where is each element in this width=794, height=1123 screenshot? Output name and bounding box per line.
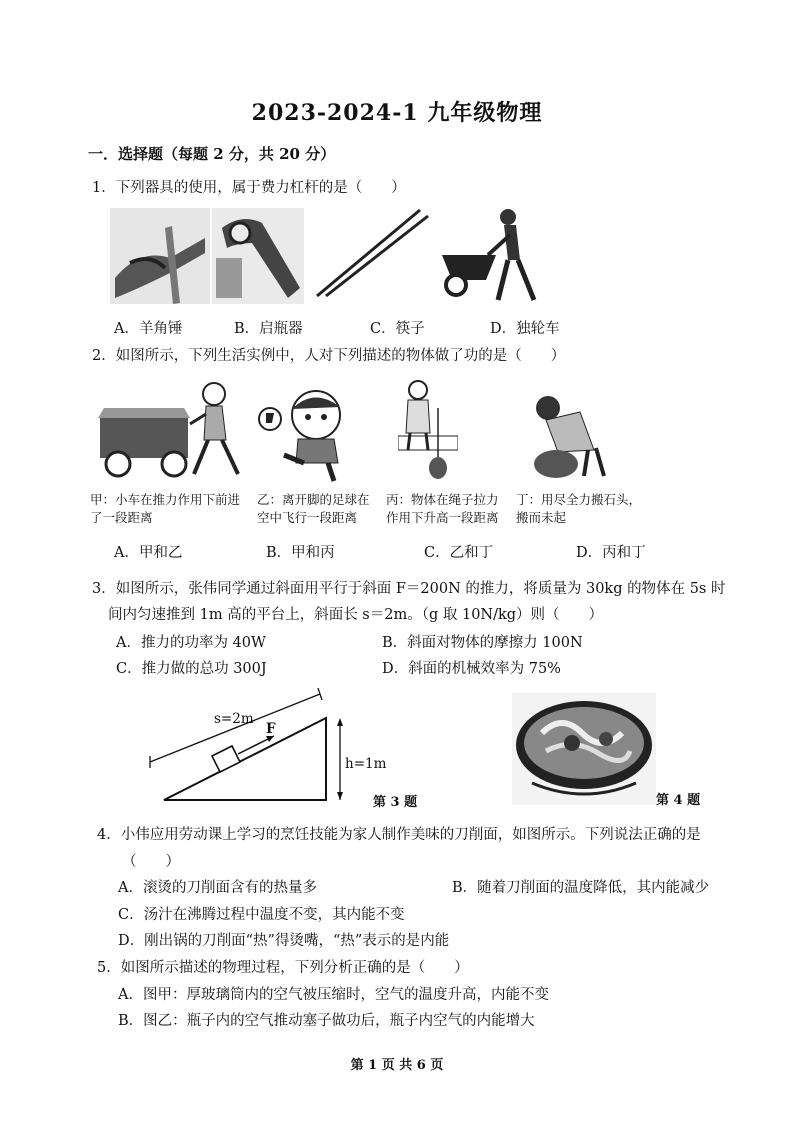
figure-4-label: 第 4 题 xyxy=(656,793,701,808)
wheelbarrow-image xyxy=(438,205,550,303)
bottle-opener-image xyxy=(212,208,304,304)
q2-option-b: B．甲和丙 xyxy=(266,545,335,561)
question-3-stem-line1: 3．如图所示，张伟同学通过斜面用平行于斜面 F＝200N 的推力，将质量为 30kg 的物体在 5s 时 xyxy=(92,581,726,597)
q3-option-d: D．斜面的机械效率为 75% xyxy=(382,661,561,677)
lifting-stone-image xyxy=(518,390,610,482)
q4-option-a: A．滚烫的刀削面含有的热量多 xyxy=(118,880,317,896)
incline-length-label: s=2m xyxy=(214,711,254,727)
lifting-rope-image xyxy=(398,378,458,480)
q4-option-c: C．汤汁在沸腾过程中温度不变，其内能不变 xyxy=(118,907,405,923)
q2-caption-bing: 丙：物体在绳子拉力作用下升高一段距离 xyxy=(386,492,499,525)
question-4-stem-line1: 4．小伟应用劳动课上学习的烹饪技能为家人制作美味的刀削面，如图所示。下列说法正确的是 xyxy=(97,827,701,843)
page-footer: 第 1 页 共 6 页 xyxy=(350,1058,444,1073)
page-title: 2023-2024-1 九年级物理 xyxy=(251,100,543,126)
noodle-bowl-image xyxy=(512,693,656,805)
q3-option-a: A．推力的功率为 40W xyxy=(116,635,266,651)
q3-option-b: B．斜面对物体的摩擦力 100N xyxy=(382,635,583,651)
q4-option-b: B．随着刀削面的温度降低，其内能减少 xyxy=(452,880,710,896)
q3-option-c: C．推力做的总功 300J xyxy=(116,661,267,677)
q5-option-b: B．图乙：瓶子内的空气推动塞子做功后，瓶子内空气的内能增大 xyxy=(118,1013,535,1029)
q2-caption-yi: 乙：离开脚的足球在空中飞行一段距离 xyxy=(257,492,370,525)
question-2-stem: 2．如图所示，下列生活实例中，人对下列描述的物体做了功的是（ ） xyxy=(92,348,566,364)
q1-option-d: D．独轮车 xyxy=(490,321,560,337)
claw-hammer-image xyxy=(110,208,210,304)
soccer-boy-image xyxy=(254,385,354,483)
question-1-stem: 1．下列器具的使用，属于费力杠杆的是（ ） xyxy=(92,180,406,196)
question-3-stem-line2: 间内匀速推到 1m 高的平台上，斜面长 s＝2m。（g 取 10N/kg）则（ ） xyxy=(108,607,604,623)
q2-option-d: D．丙和丁 xyxy=(576,545,646,561)
q4-option-d: D．刚出锅的刀削面“热”得烫嘴，“热”表示的是内能 xyxy=(118,933,450,949)
q1-option-c: C．筷子 xyxy=(370,321,425,337)
question-4-stem-line2: （ ） xyxy=(122,854,180,870)
q1-option-b: B．启瓶器 xyxy=(234,321,303,337)
q2-option-a: A．甲和乙 xyxy=(114,545,183,561)
q2-caption-ding: 丁：用尽全力搬石头，搬而未起 xyxy=(516,492,642,525)
q1-option-a: A．羊角锤 xyxy=(114,321,183,337)
incline-height-label: h=1m xyxy=(345,756,387,772)
incline-force-label: F xyxy=(266,721,276,737)
question-5-stem: 5．如图所示描述的物理过程，下列分析正确的是（ ） xyxy=(97,960,469,976)
pushing-cart-image xyxy=(94,378,249,480)
q2-caption-jia: 甲：小车在推力作用下前进了一段距离 xyxy=(90,492,241,525)
incline-diagram xyxy=(140,688,380,808)
figure-3-label: 第 3 题 xyxy=(373,795,418,810)
section-heading: 一．选择题（每题 2 分，共 20 分） xyxy=(88,145,336,163)
q2-option-c: C．乙和丁 xyxy=(424,545,494,561)
q5-option-a: A．图甲：厚玻璃筒内的空气被压缩时，空气的温度升高，内能不变 xyxy=(118,987,549,1003)
chopsticks-image xyxy=(312,208,430,298)
